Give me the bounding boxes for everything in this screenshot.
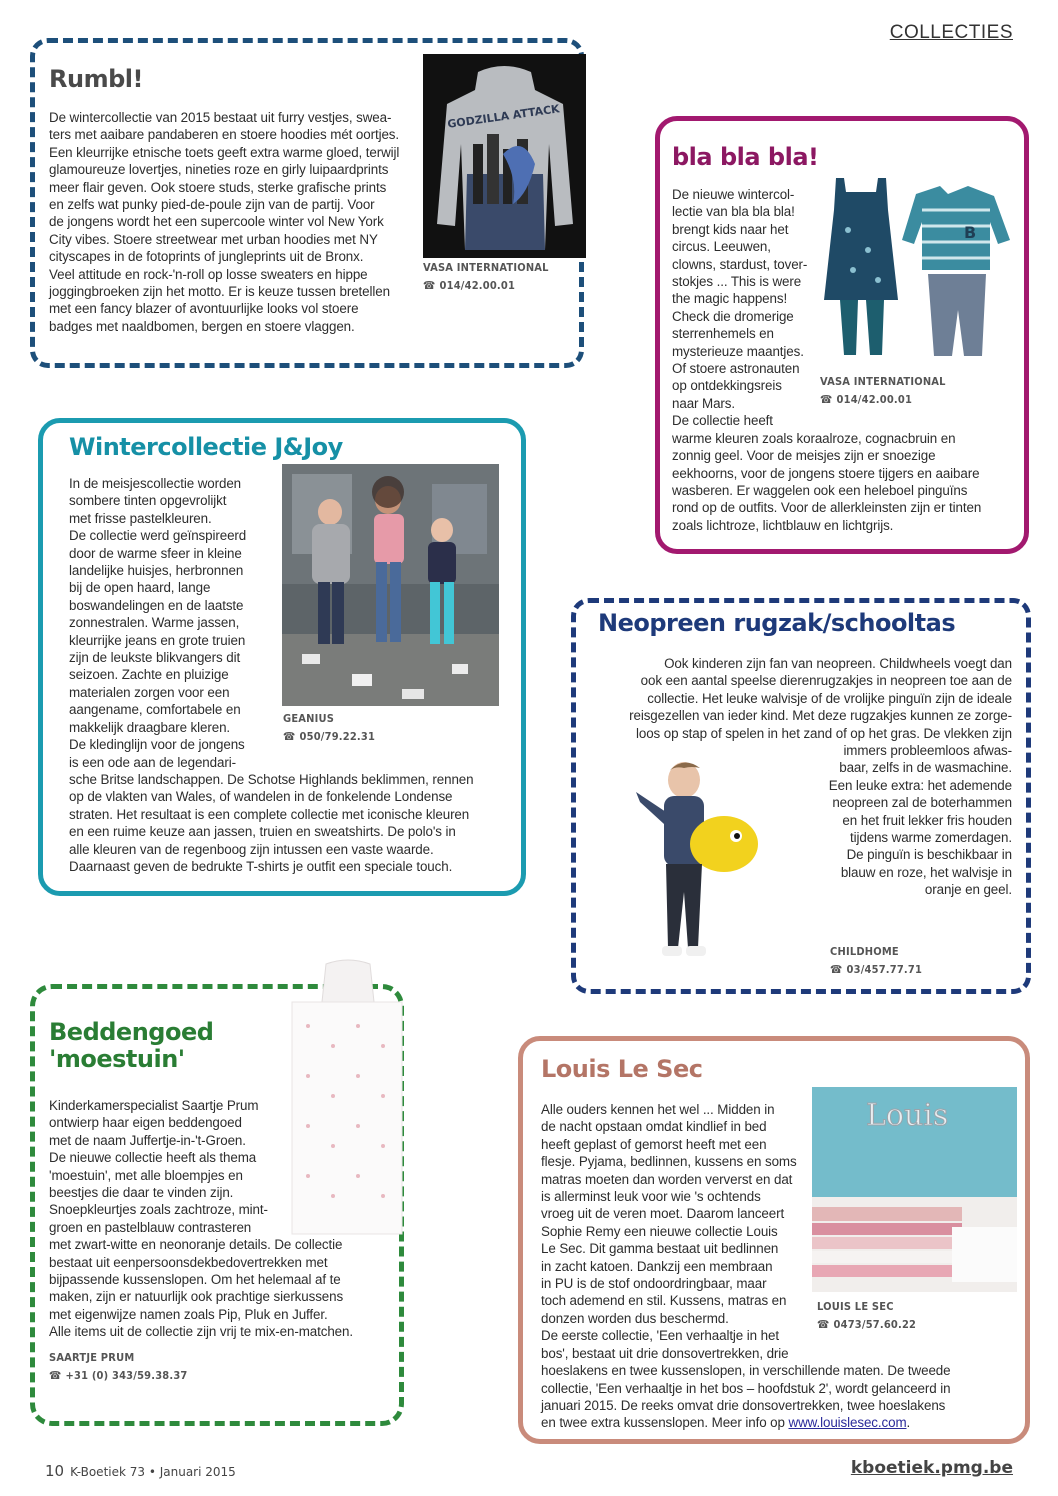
phone-icon: ☎ [283, 730, 296, 743]
article-title: bla bla bla! [672, 143, 819, 171]
article-title: Louis Le Sec [541, 1055, 703, 1083]
credit-neopreen: CHILDHOME ☎ 03/457.77.71 [830, 945, 923, 976]
article-body: Kinderkamerspecialist Saartje Prum ontwierp haar eigen beddengoed met de naam Juffertje-in-'t-Groen. De nieuwe collectie heeft als thema 'moestuin', met alle bloempjes en beestjes die daar te vinden zijn. Snoepkleurtjes zoals zachtroze, mint- groen en pastelblauw contrasteren met zwart-witte en neonoranje details. De collectie bestaat uit eenpersoonsdekbedovertrekken met bijpassende kussenslopen. Om het helemaal af te maken, zijn er natuurlijk ook prachtige sierkussens met eigenwijze namen zoals Pip, Pluk en Juffer. Alle items uit de collectie zijn vrij te mix-en-matchen. [49, 1098, 353, 1340]
credit-rumbl: VASA INTERNATIONAL ☎ 014/42.00.01 [423, 261, 549, 292]
article-body: In de meisjescollectie worden sombere tinten opgevrolijkt met frisse pastelkleuren. De collectie werd geïnspireerd door de warme sfeer in kleine landelijke huisjes, herbronnen bij de open haard, lange boswandelingen en de laatste zonnestralen. Warme jassen, kleurrijke jeans en grote truien zijn de leukste blikvangers dit seizoen. Zachte en pluizige materialen zorgen voor een aangename, comfortabele en makkelijk draagbare kleren. De kledinglijn voor de jongens is een ode aan de legendari- sche Britse landschappen. De Schotse Highlands beklimmen, rennen op de vlakten van Wales, of wandelen in de fonkelende Londense straten. Het resultaat is een complete collectie met iconische kleuren en een ruime keuze aan jassen, truien en sweatshirts. De polo's in alle kleuren van de regenboog zijn intussen een vaste waarde. Daarnaast geven de bedrukte T-shirts je outfit een speciale touch. [69, 476, 474, 874]
phone-icon: ☎ [423, 279, 436, 292]
svg-text:B: B [964, 223, 977, 242]
sweater-photo [423, 54, 586, 258]
article-title: Neopreen rugzak/schooltas [598, 609, 956, 637]
article-body: De wintercollectie van 2015 bestaat uit furry vestjes, swea- ters met aaibare pandaberen en stoere hoodies mét oortjes. Een kleurrijke etnische toets geeft extra warme gloed, terwijl glamoureuze lovertjes, nineties roze en girly luipaardprints meer flair geven. Ook stoere studs, sterke grafische prints en zelfs wat punky pied-de-poule zijn van de partij. Voor de jongens wordt het een supercoole winter vol New York City vibes. Stoere streetwear met urban hoodies met NY cityscapes in de fotoprints of jungleprints uit de Bronx. Veel attitude en rock-'n-roll op losse sweaters en hippe joggingbroeken zijn het motto. Er is keuze tussen bretellen met een fancy blazer of avontuurlijke looks vol stoere badges met naaldbomen, bergen en stoere vlaggen. [49, 110, 400, 334]
phone-icon: ☎ [817, 1318, 830, 1331]
article-body: De nieuwe wintercol- lectie van bla bla bla! brengt kids naar het circus. Leeuwen, clowns, stardust, tover- stokjes ... This is were the magic happens! Check die dromerige sterrenhemels en mysterieuze maantjes. Of stoere astronauten op ontdekkingsreis naar Mars. De collectie heeft warme kleuren zoals koraalroze, cognacbruin en zonnig geel. Voor de meisjes zijn er snoezige eekhoorns, voor de jongens stoere tijgers en aaibare wasberen. Er waggelen ook een heleboel pinguïns rond op de outfits. Voor de allerkleinsten zijn er tinten zoals lichtroze, lichtblauw en lichtgrijs. [672, 187, 982, 533]
shirt-text: GODZILLA ATTACK [446, 102, 561, 131]
credit-louislesec: LOUIS LE SEC ☎ 0473/57.60.22 [817, 1300, 917, 1331]
credit-jjoy: GEANIUS ☎ 050/79.22.31 [283, 712, 376, 743]
article-body: Ook kinderen zijn fan van neopreen. Childwheels voegt dan ook een aantal speelse dierenrugzakjes in neopreen toe aan de collectie. Het leuke walvisje of de vrolijke pinguïn zijn de ideale reisgezellen van ieder kind. Met deze rugzakjes kunnen ze zorge- loos op stap of spelen in het zand of op het gras. De vlekken zijn immers probleemloos afwas- baar, zelfs in de wasmachine. Een leuke extra: het ademende neopreen zal de boterhammen en het fruit lekker fris houden tijdens warme zomerdagen. De pinguïn is beschikbaar in blauw en roze, het walvisje in oranje en geel. [629, 656, 1012, 898]
page-number: 10 [45, 1462, 65, 1480]
article-title: Rumbl! [49, 65, 143, 93]
article-body: Alle ouders kennen het wel ... Midden in de nacht opstaan omdat kindlief in bed heeft geplast of gemorst heeft met een flesje. Pyjama, bedlinnen, kussens en soms matras moeten dan worden ververst en dat is allerminst leuk voor wie 's ochtends vroeg uit de veren moet. Daarom lanceert Sophie Remy een nieuwe collectie Louis Le Sec. Dit gamma bestaat uit bedlinnen in zacht katoen. Dankzij een membraan in PU is de stof ondoordringbaar, maar toch ademend en stil. Kussens, matras en donzen worden dus beschermd. De eerste collectie, 'Een verhaaltje in het bos', bestaat uit drie donsovertrekken, drie hoeslakens en twee kussenslopen, in verschillende maten. De tweede collectie, 'Een verhaaltje in het bos – hoofdstuk 2', wordt gelanceerd in januari 2015. De reeks omvat drie donsovertrekken, twee hoeslakens en twee extra kussenslopen. Meer info op www.louislesec.com. [541, 1102, 951, 1431]
article-title: Beddengoed 'moestuin' [49, 1018, 214, 1073]
wall-letters: Louis [866, 1098, 949, 1133]
phone-icon: ☎ [49, 1369, 62, 1382]
phone-icon: ☎ [820, 393, 833, 406]
bedding-photo [288, 956, 406, 1240]
footer-website-link[interactable]: kboetiek.pmg.be [850, 1458, 1013, 1478]
credit-blablabla: VASA INTERNATIONAL ☎ 014/42.00.01 [820, 375, 946, 406]
credit-beddengoed: SAARTJE PRUM ☎ +31 (0) 343/59.38.37 [49, 1351, 188, 1382]
kids-clothes-illustration [818, 170, 1018, 370]
phone-icon: ☎ [830, 963, 843, 976]
article-title: Wintercollectie J&Joy [69, 433, 343, 461]
bedroom-photo [812, 1087, 1017, 1292]
section-tag: COLLECTIES [889, 22, 1013, 43]
child-backpack-photo [626, 752, 766, 974]
footer-issue: 10 K-Boetiek 73 • Januari 2015 [45, 1462, 236, 1480]
website-link[interactable]: www.louislesec.com [788, 1415, 907, 1431]
kids-photo [282, 464, 499, 706]
